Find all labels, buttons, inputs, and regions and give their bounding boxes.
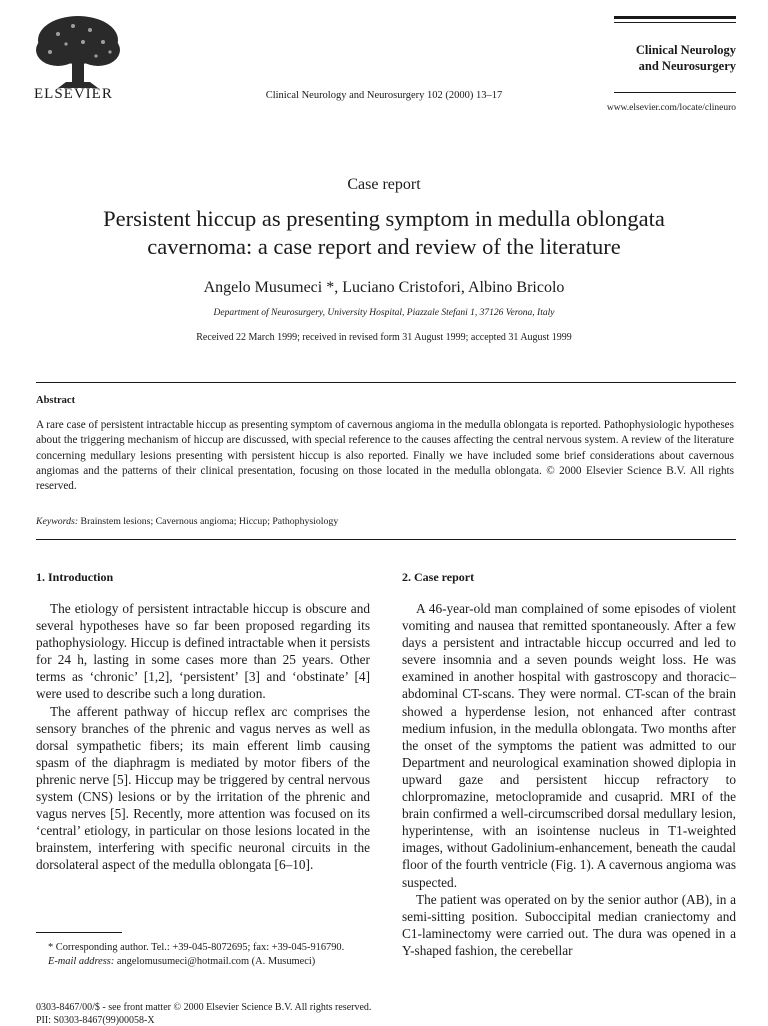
abstract-heading: Abstract — [36, 395, 76, 406]
journal-name-rule — [614, 92, 736, 93]
email-address[interactable]: angelomusumeci@hotmail.com (A. Musumeci) — [114, 955, 316, 967]
author-list: Angelo Musumeci *, Luciano Cristofori, Albino Bricolo — [203, 279, 565, 296]
introduction-heading: 1. Introduction — [36, 570, 114, 584]
publisher-name: ELSEVIER — [34, 86, 113, 102]
keywords-label: Keywords: — [36, 516, 79, 527]
article-title-line1: Persistent hiccup as presenting symptom in medulla oblongata — [103, 206, 665, 231]
keywords-list: Brainstem lesions; Cavernous angioma; Hiccup; Pathophysiology — [78, 516, 339, 527]
footnote — [36, 941, 370, 968]
journal-name-line1: Clinical Neurology — [635, 43, 736, 57]
case-report-column — [402, 600, 736, 959]
journal-url-link[interactable]: www.elsevier.com/locate/clineuro — [606, 103, 736, 113]
article-title-line2: cavernoma: a case report and review of the literature — [147, 234, 621, 259]
introduction-column — [36, 600, 370, 874]
abstract-text: A rare case of persistent intractable hiccup as presenting symptom of cavernous angioma in the medulla oblongata is reported. Pathophysiologic hypotheses about the triggering mechanism of hiccup are discussed, with special reference to the causes affecting the central nervous system. A review of the literature concerning medullary lesions presenting with persistent hiccup is also reported. Finally we have included some brief considerations about cavernous angiomas and the patterns of their clinical presentation, focusing on those located in the medulla oblongata. © 2000 Elsevier Science B.V. All rights reserved. — [36, 419, 734, 493]
submission-dates: Received 22 March 1999; received in revised form 31 August 1999; accepted 31 August 1999 — [196, 332, 572, 343]
journal-name — [560, 42, 736, 74]
email-label: E-mail address: — [48, 955, 115, 967]
article-type: Case report — [347, 176, 421, 193]
abstract-bottom-rule — [36, 539, 736, 540]
affiliation: Department of Neurosurgery, University Hospital, Piazzale Stefani 1, 37126 Verona, Italy — [213, 308, 555, 318]
case-report-heading: 2. Case report — [402, 570, 475, 584]
abstract-top-rule — [36, 382, 736, 383]
email-note — [36, 955, 370, 969]
journal-citation: Clinical Neurology and Neurosurgery 102 (2000) 13–17 — [265, 90, 503, 101]
header-rule-thick — [614, 16, 736, 19]
pii-line: PII: S0303-8467(99)00058-X — [36, 1015, 155, 1026]
introduction-paragraph-2: The afferent pathway of hiccup reflex arc comprises the sensory branches of the phrenic and vagus nerves as well as dorsal sympathetic fibers; its main efferent limb causing spasm of the diaphragm is mediated by motor fibers of the phrenic nerve [5]. Hiccup may be triggered by central nervous system (CNS) lesions or by the irritation of the phrenic and vagus nerves [5]. Recently, more attention was focused on its ‘central’ etiology, in particular on those lesions located in the brainstem, interfering with specific neuronal circuits in the dorsolateral aspect of the medulla oblongata [6–10]. — [36, 703, 370, 873]
keywords — [36, 516, 338, 527]
case-report-paragraph-1: A 46-year-old man complained of some episodes of violent vomiting and nausea that remitted spontaneously. After a few days a persistent and intractable hiccup occurred and led to severe insomnia and a seven pounds weight loss. He was examined in another hospital with gastroscopy and thoracic–abdominal CT-scans. They were normal. CT-scan of the brain showed a hyperdense lesion, not enhanced after contrast medium infusion, in the medulla oblongata. Two months after the onset of the symptoms the patient was admitted to our Department and neurological examination showed diplopia in upward gaze and persistent hiccup refractory to chlorpromazine, metoclopramide and cusaprid. MRI of the brain confirmed a well-circumscribed dorsal medullary lesion, hyperintense, with an isointense nucleus in T1-weighted images, without Gadolinium-enhancement, beneath the caudal floor of the fourth ventricle (Fig. 1). A cavernous angioma was suspected. — [402, 601, 736, 890]
introduction-paragraph-1: The etiology of persistent intractable hiccup is obscure and several hypotheses have so far been proposed regarding its pathophysiology. Hiccup is defined intractable when it persists for 24 h, lasting in some cases more than 25 years. Other terms as ‘chronic’ [1,2], ‘persistent’ [3] and ‘obstinate’ [4] were used to describe such a long duration. — [36, 601, 370, 702]
article-title — [0, 205, 768, 261]
corresponding-author-note: * Corresponding author. Tel.: +39-045-8072695; fax: +39-045-916790. — [48, 942, 345, 953]
journal-name-line2: and Neurosurgery — [638, 59, 736, 73]
header-rule-thin — [614, 22, 736, 23]
front-matter-line: 0303-8467/00/$ - see front matter © 2000 Elsevier Science B.V. All rights reserved. — [36, 1002, 372, 1013]
footnote-rule — [36, 932, 122, 933]
case-report-paragraph-2: The patient was operated on by the senior author (AB), in a semi-sitting position. Suboccipital median craniectomy and C1-laminectomy were carried out. The dura was opened in a Y-shaped fashion, the cerebellar — [402, 891, 736, 958]
